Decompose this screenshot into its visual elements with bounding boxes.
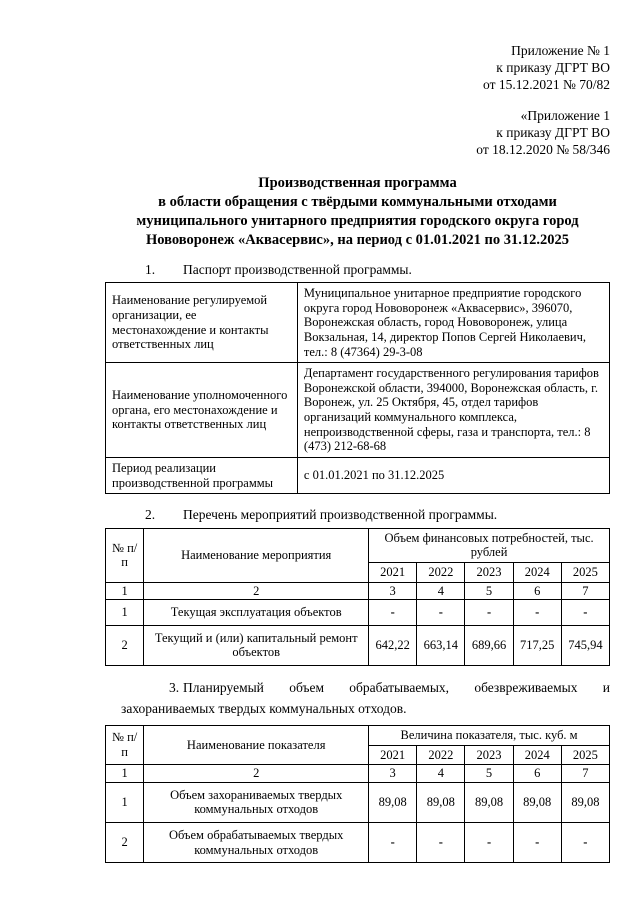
value-cell: -	[465, 823, 513, 863]
table-row	[106, 363, 610, 458]
row-num-cell: 1	[106, 782, 144, 822]
index-cell: 6	[513, 582, 561, 600]
section-1-heading	[105, 261, 610, 279]
section-3-heading	[105, 678, 610, 720]
value-cell: -	[369, 600, 417, 626]
value-cell: -	[513, 600, 561, 626]
year-cell: 2024	[513, 745, 561, 765]
annex-line: Приложение № 1	[511, 43, 610, 58]
value-cell: 689,66	[465, 625, 513, 665]
index-cell: 5	[465, 582, 513, 600]
index-cell: 2	[144, 765, 369, 783]
table-row	[106, 600, 610, 626]
title-line: в области обращения с твёрдыми коммунальными отходами	[158, 194, 557, 211]
document-title	[105, 174, 610, 251]
indicator-name-cell: Объем обрабатываемых твердых коммунальных отходов	[144, 823, 369, 863]
annex-line: к приказу ДГРТ ВО	[496, 125, 610, 140]
measures-table	[105, 528, 610, 666]
value-cell: -	[561, 600, 609, 626]
section-2-heading	[105, 506, 610, 524]
section-number: 1.	[145, 261, 156, 277]
index-cell: 2	[144, 582, 369, 600]
year-cell: 2021	[369, 745, 417, 765]
value-cell: -	[369, 823, 417, 863]
title-line: муниципального унитарного предприятия городского округа город	[136, 213, 579, 230]
passport-label-cell: Наименование регулируемой организации, ее местонахождение и контакты ответственных лиц	[106, 283, 298, 363]
year-cell: 2022	[417, 562, 465, 582]
passport-value-cell: Муниципальное унитарное предприятие городского округа город Нововоронеж «Аквасервис», 396070, Воронежская область, город Нововоронеж, улица Вокзальная, 14, директор Попов Сергей Николаевич, тел.: 8 (47364) 29-3-08	[297, 283, 609, 363]
year-cell: 2023	[465, 562, 513, 582]
table-row	[106, 782, 610, 822]
section-number: 2.	[145, 507, 156, 523]
measures-table-wrap	[105, 528, 610, 666]
table-row	[106, 625, 610, 665]
group-header-cell: Величина показателя, тыс. куб. м	[369, 725, 610, 745]
passport-value-cell: Департамент государственного регулирования тарифов Воронежской области, 394000, Воронежская область, г. Воронеж, ул. 25 Октября, 45, отдел тарифов организаций коммунального комплекса, непроизводственной сферы, газа и транспорта, тел.: 8 (473) 212-68-68	[297, 363, 609, 458]
num-header-cell: № п/п	[106, 528, 144, 582]
value-cell: 89,08	[465, 782, 513, 822]
row-num-cell: 2	[106, 823, 144, 863]
index-cell: 7	[561, 765, 609, 783]
annex-block-1	[105, 42, 610, 93]
value-cell: 745,94	[561, 625, 609, 665]
spacer	[105, 93, 610, 107]
year-cell: 2022	[417, 745, 465, 765]
index-cell: 7	[561, 582, 609, 600]
value-cell: 89,08	[417, 782, 465, 822]
section-title: Перечень мероприятий производственной программы.	[183, 507, 498, 523]
index-cell: 1	[106, 765, 144, 783]
title-line: Производственная программа	[258, 175, 457, 191]
index-cell: 6	[513, 765, 561, 783]
row-num-cell: 2	[106, 625, 144, 665]
passport-label-cell: Период реализации производственной программы	[106, 457, 298, 493]
volumes-table	[105, 725, 610, 863]
annex-block-2	[105, 107, 610, 158]
value-cell: 89,08	[513, 782, 561, 822]
index-cell: 3	[369, 765, 417, 783]
index-cell: 4	[417, 765, 465, 783]
table-row	[106, 823, 610, 863]
name-header-cell: Наименование показателя	[144, 725, 369, 764]
section-number: 3.	[169, 680, 180, 696]
year-cell: 2025	[561, 745, 609, 765]
index-cell: 4	[417, 582, 465, 600]
value-cell: 642,22	[369, 625, 417, 665]
num-header-cell: № п/п	[106, 725, 144, 764]
table-row	[106, 457, 610, 493]
value-cell: -	[417, 600, 465, 626]
column-index-row	[106, 765, 610, 783]
row-num-cell: 1	[106, 600, 144, 626]
value-cell: 663,14	[417, 625, 465, 665]
year-cell: 2021	[369, 562, 417, 582]
year-cell: 2023	[465, 745, 513, 765]
value-cell: -	[561, 823, 609, 863]
annex-line: от 15.12.2021 № 70/82	[483, 77, 610, 92]
measure-name-cell: Текущая эксплуатация объектов	[144, 600, 369, 626]
index-cell: 1	[106, 582, 144, 600]
year-cell: 2024	[513, 562, 561, 582]
table-header-row	[106, 725, 610, 745]
value-cell: -	[417, 823, 465, 863]
annex-line: от 18.12.2020 № 58/346	[476, 142, 610, 157]
annex-line: «Приложение 1	[520, 108, 610, 123]
group-header-cell: Объем финансовых потребностей, тыс. рублей	[369, 528, 610, 562]
passport-label-cell: Наименование уполномоченного органа, его местонахождение и контакты ответственных лиц	[106, 363, 298, 458]
passport-value-cell: с 01.01.2021 по 31.12.2025	[297, 457, 609, 493]
section-title: Планируемый объем обрабатываемых, обезвреживаемых и захораниваемых твердых коммунальных отходов.	[121, 680, 610, 717]
name-header-cell: Наименование мероприятия	[144, 528, 369, 582]
annex-line: к приказу ДГРТ ВО	[496, 60, 610, 75]
value-cell: -	[513, 823, 561, 863]
year-cell: 2025	[561, 562, 609, 582]
value-cell: 717,25	[513, 625, 561, 665]
index-cell: 5	[465, 765, 513, 783]
table-header-row	[106, 528, 610, 562]
passport-table	[105, 282, 610, 494]
title-line: Нововоронеж «Аквасервис», на период с 01.01.2021 по 31.12.2025	[145, 232, 570, 249]
value-cell: -	[465, 600, 513, 626]
value-cell: 89,08	[369, 782, 417, 822]
value-cell: 89,08	[561, 782, 609, 822]
index-cell: 3	[369, 582, 417, 600]
table-row	[106, 283, 610, 363]
section-title: Паспорт производственной программы.	[183, 261, 412, 277]
indicator-name-cell: Объем захораниваемых твердых коммунальных отходов	[144, 782, 369, 822]
measure-name-cell: Текущий и (или) капитальный ремонт объектов	[144, 625, 369, 665]
column-index-row	[106, 582, 610, 600]
